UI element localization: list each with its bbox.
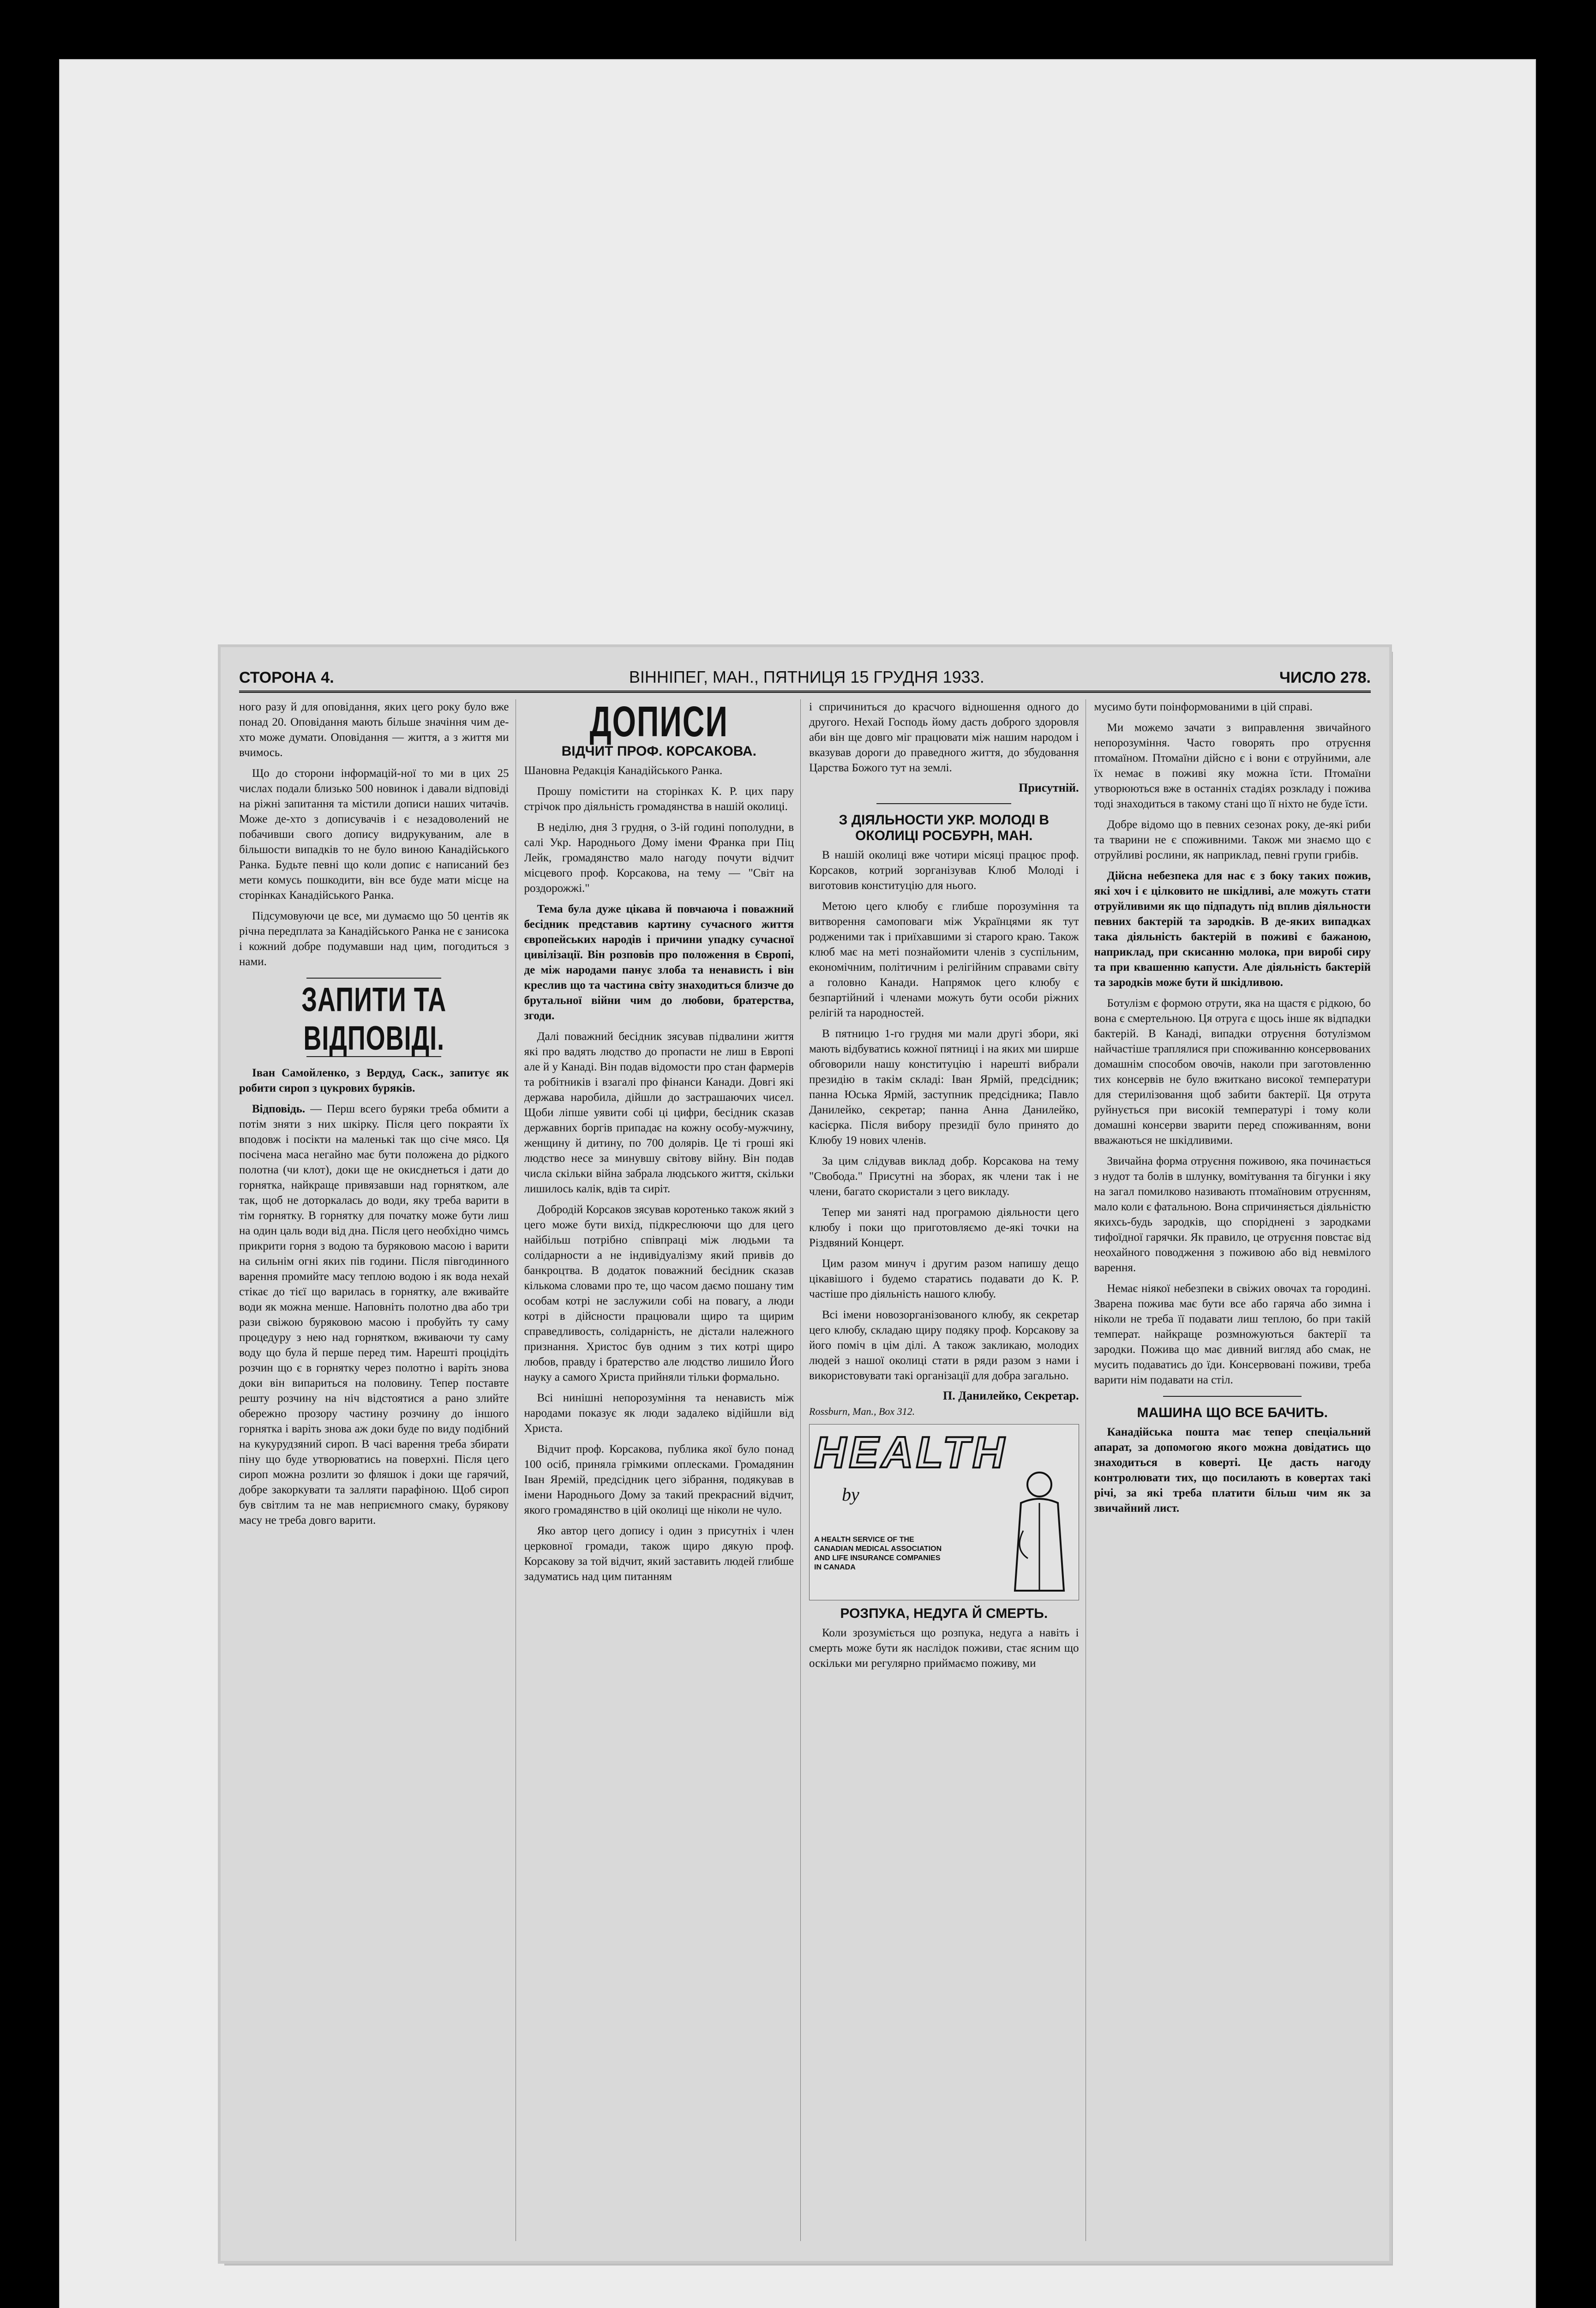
doctor-figure-icon	[1005, 1466, 1074, 1595]
column-3	[809, 699, 1086, 2241]
paragraph: В нашій околиці вже чотири місяці працює проф. Корсаков, котрий зорганізував Клюб Молоді і виготовив конституцію для нього.	[809, 849, 1079, 892]
paragraph: В пятницю 1-го грудня ми мали другі збори, які мають відбуватись кожної пятниці і на яких ми ширше обговорили нашу конституцію і нарешті вибрали президію в такім складі: Іван Ярмій, предсідник; панна Юська Ярмій, заступник предсідника; Павло Данилейко, секретар; панна Анна Данилейко, касієрка. Після вибору президії було принято до Клюбу 19 нових членів.	[809, 1028, 1079, 1147]
divider	[876, 803, 1011, 804]
paragraph: і спричиниться до красчого відношення одного до другого. Нехай Господь йому дасть доброго здоровля аби він ще довго міг працювати між нашим народом і вказував дороги до праведного життя, до збудовання Царства Божого тут на землі.	[809, 701, 1079, 774]
masthead	[239, 659, 1371, 693]
paragraph: Всі нинішні непорозуміння та ненависть між народами показує як люди задалеко відійшли від Христа.	[524, 1392, 794, 1435]
paragraph: В неділю, дня 3 грудня, о 3-ій годині пополудни, в салі Укр. Народнього Дому імени Франка при Піц Лейк, громадянство мало нагоду почути відчит місцевого проф. Корсакова, на тему — "Світ на роздорожжі."	[524, 821, 794, 895]
signature: Присутній.	[1019, 781, 1079, 794]
article-title-despair: РОЗПУКА, НЕДУГА Й СМЕРТЬ.	[840, 1606, 1048, 1621]
column-4	[1094, 699, 1371, 2241]
paragraph: Ботулізм є формою отрути, яка на щастя є рідкою, бо вона є смертельною. Ця отруга є щось інше як відпадки бактерій. В Канаді, випадки отруєння ботулізмом найчастіше траплялися при споживанню консервованих домашнім способом овочів, наколи при заготовленню тих консервів не було вжиткано високої температури для стерилізовання щоб забити бактерії. Ця отрута руйнується при високій температурі і тому коли домашні консерви зварити перед споживанням, вони вважаються не шкідливими.	[1094, 997, 1371, 1147]
question: Іван Самойленко, з Вердуд, Саск., запитує як робити сироп з цукрових буряків.	[239, 1067, 509, 1094]
signature: П. Данилейко, Секретар.	[943, 1389, 1079, 1402]
paragraph: Шановна Редакція Канадійського Ранка.	[524, 764, 723, 777]
answer	[239, 1101, 509, 1528]
paragraph: Що до сторони інформацій-ної то ми в цих 25 числах подали близько 500 новинок і давали відповіді на ріжні запитання та містили дописи наших читачів. Може де-хто з дописувачів і є незадоволений не побачивши свого допису видрукуваним, але в більшости випадків то не було виною Канадійського Ранка. Будьте певні що коли допис є написаний без мети комусь пошкодити, він все буде мати місце на сторінках Канадійського Ранка.	[239, 767, 509, 902]
divider	[1163, 1396, 1302, 1397]
health-logo-by: by	[842, 1484, 859, 1505]
address: Rossburn, Man., Box 312.	[809, 1406, 915, 1417]
article-title-youth: З ДІЯЛЬНОСТИ УКР. МОЛОДІ В ОКОЛИЦІ РОСБУРН, МАН.	[839, 812, 1050, 843]
paragraph: Яко автор цего допису і один з присутніх і член церковної громади, також щиро дякую проф. Корсакову за той відчит, який заставить людей глибше задуматись над цим питанням	[524, 1525, 794, 1583]
paragraph: мусимо бути поінформованими в цій справі.	[1094, 701, 1313, 713]
paragraph: ного разу й для оповідання, яких цего року було вже понад 20. Оповідання мають більше значіння чим де-хто може думати. Оповідання — життя, а з життя ми вчимось.	[239, 701, 509, 759]
health-logo-word: HEALTH	[814, 1428, 1008, 1477]
paragraph: Тепер ми занятi над програмою діяльности цего клюбу і поки що приготовляємо де-які точки на Різдвяний Концерт.	[809, 1206, 1079, 1249]
columns	[239, 699, 1371, 2241]
paragraph: Далі поважний бесідник зясував підвалини життя які про вадять людство до пропасти не лиш в Европі але й у Канаді. Він подав відомости про стан фармерів та робітників і взагалі про фінанси Канади. Довгі які держава наробила, дійшли до застрашаючих чисел. Щоби ліпше уявити собі ці цифри, бесідник сказав державних боргів припадає на кожну особу-мужчину, женщину й дитину, по 700 долярів. Це ті гроші які людство несе за минувшу світову війну. Він подав числа скільки війна забрала людського життя, скільки лишилось калік, вдів та сиріт.	[524, 1030, 794, 1195]
paragraph: Відчит проф. Корсакова, публика якої було понад 100 осіб, приняла грімкими оплесками. Громадянин Іван Яремій, предсідник цего зібрання, подякував в імени Народнього Дому за такий прекрасний відчит, якого громадянство в цій околиці ще ніколи не чуло.	[524, 1443, 794, 1516]
section-heading-queries: ЗАПИТИ ТА ВІДПОВІДІ.	[301, 981, 447, 1058]
page-number: СТОРОНА 4.	[239, 669, 334, 686]
paragraph: Всі імени новозорганізованого клюбу, як секретар цего клюбу, складаю щиру подяку проф. Корсакову за його поміч в цім ділі. А також закликаю, молодих людей з нашої околиці стати в ряди разом з нами і використовувати такі організації для добра загально.	[809, 1309, 1079, 1382]
answer-text: — Перш всего буряки треба обмити а потім зняти з них шкірку. Після цего покраяти їх вподовж і посікти на маленькі так що січе мясо. Ця посічена маса негайно має бути положена до рідкого полотна (чи клот), доки ще не окисднеться і дати до горнятка, найкраще привязавши над горнятком, але так, щоб не доторкалась до води, яку треба варити в тім горнятку. В горнятку для початку може бути лиш на один цаль води від дна. Після цего необхідно чимсь прикрити горня з водою та буряковою масою і варити на сильнім огні яких пів години. Після півгодинного варення промийте масу теплою водою і як вода нехай стікає до тієї що варилась в горнятку, але вживайте води як можна менше. Наповніть полотно два або три рази свіжою буряковою масою і пробуйть ту саму процедуру з нею над горнятком, вживаючи ту саму воду що була й перше перед тим. Нарешті процідіть розчин що є в горнятку через полотно і варіть знова доки він випариться на половину. Тепер поставте решту розчину на ніч відстоятися а рано злийте обережно прозору частину розчину до іншого горнятка і варіть знова аж доки буде по виду подібний на кукурудзяний сироп. В часі варення треба збирати піну що буде утворюватись на поверхні. Після цего сироп можна розлити зо фляшок і доки ще гарячий, добре закоркувати та залляти парафіною. Щоб сироп був світлим та не мав неприємного смаку, бурякову масу не треба довго варити.	[239, 1103, 509, 1527]
dateline: ВІННІПЕГ, МАН., ПЯТНИЦЯ 15 ГРУДНЯ 1933.	[629, 667, 984, 686]
divider	[306, 978, 441, 979]
paragraph: Підсумовуючи це все, ми думаємо що 50 центів як річна передплата за Канадійського Ранка не є занисока і кожний добре подумавши над цим, погодиться з нами.	[239, 910, 509, 968]
health-logo	[809, 1424, 1079, 1600]
paragraph: Метою цего клюбу є глибше порозуміння та витворення самоповаги між Українцями як тут родженими так і приїхавшими зі старого краю. Також клюб має на меті познайомити членів з суспільним, економічним, політичним і релігійним справами світу а головно Канади. Напрямок цего клюбу є безпартійний і членами можуть бути особи ріжних релігій та народностей.	[809, 900, 1079, 1019]
paragraph: За цим слідував виклад добр. Корсакова на тему "Свобода." Присутні на зборах, як члени так і не члени, багато скористали з цего викладу.	[809, 1155, 1079, 1198]
paragraph: Ми можемо зачати з виправлення звичайного непорозуміння. Часто говорять про отруєння птомаїном. Птомаїни дійсно є і вони є отруйними, але їх немає в поживі яку можна їсти. Птомаїни утворюються вже в останніх стадіях розкладу і пожива тоді знаходиться в такому стані що її ніхто не буде їсти.	[1094, 721, 1371, 810]
answer-label: Відповідь.	[252, 1103, 306, 1115]
paragraph: Добродій Корсаков зясував коротенько також який з цего може бути вихід, підкреслюючи що для цего найбільш потрібно співпраці між людьми та солідарности а не індивідуалізму який привів до банкроцтва. В додаток поважний бесідник сказав кількома словами про те, що часом даємо пошану тим особам котрі не заслужили собі на повагу, а люди котрі в дійсности працювали щиро та щирим справедливость, солідарність, не дістали належного признання. Христос був одним з тих котрі щиро любов, правду і братерство але людство лишило Його науку а самого Христа прийняли тільки формально.	[524, 1203, 794, 1383]
section-heading-letters: ДОПИСИ	[589, 699, 728, 745]
paragraph: Тема була дуже цікава й повчаюча і поважний бесідник представив картину сучасного життя європейських народів і причини упадку сучасної цивілізації. Він розповів про положення в Європі, де між народами панує злоба та ненависть і він креслив що та частина світу знаходиться близче до брутальної війни чим до любови, братерства, згоди.	[524, 903, 794, 1022]
paragraph: Коли зрозуміється що розпука, недуга а навіть і смерть може бути як наслідок поживи, стає ясним що оскільки ми регулярно приймаємо поживу, ми	[809, 1627, 1079, 1670]
paragraph: Добре відомо що в певних сезонах року, де-які риби та тварини не є споживними. Також ми знаємо що є отруйливі рослини, як наприклад, певні групи грибів.	[1094, 818, 1371, 861]
paragraph: Цим разом минуч і другим разом напишу дещо цікавішого і будемо старатись подавати до К. Р. частіше про діяльність нашого клюбу.	[809, 1257, 1079, 1300]
paragraph: Канадійська пошта має тепер спеціальний апарат, за допомогою якого можна довідатись що знаходиться в коверті. Це дасть нагоду контролювати тих, що посилають в ковертах такі річі, за які треба платити більш чим як за звичайний лист.	[1094, 1426, 1371, 1515]
issue-number: ЧИСЛО 278.	[1279, 669, 1371, 686]
paragraph: Дійсна небезпека для нас є з боку таких пожив, які хоч і є цілковито не шкідливі, але можуть стати отруйливими як що підпадуть під вплив діяльности певних бактерій та зародків. В де-яких випадках така діяльність бактерій в поживі є бажаною, наприклад, при скисанню молока, при виробі сиру та при квашенню капусти. Але діяльність бактерій та зародків може бути й шкідливою.	[1094, 870, 1371, 989]
column-1	[239, 699, 516, 2241]
health-logo-caption: A HEALTH SERVICE OF THE CANADIAN MEDICAL ASSOCIATION AND LIFE INSURANCE COMPANIES IN CANADA	[814, 1536, 942, 1571]
paragraph: Немає ніякої небезпеки в свіжих овочах та городині. Зварена пожива має бути все або гаряча або зимна і ніколи не треба її подавати лиш теплою, бо при такій температ. найкраще розмножуються бактерії та зародки. Пожива що має дивний вигляд або смак, не мусить подаватись до їди. Консервовані поживи, треба варити нім подавати на стіл.	[1094, 1282, 1371, 1386]
article-title-machine: МАШИНА ЩО ВСЕ БАЧИТЬ.	[1137, 1405, 1328, 1420]
paragraph: Звичайна форма отруєння поживою, яка починається з нудот та болів в шлунку, вомітування та бігунки і яку на загал помилково називають птомаїновим отруєнням, мало коли є фатальною. Вона спричиняється діяльністю якихсь-будь зародків, що споріднені з зародками тифоїдної гарячки. Як правило, це отруєння повстає від неохайного поводження з поживою або від невмілого варення.	[1094, 1155, 1371, 1274]
paragraph: Прошу помістити на сторінках К. Р. цих пару стрічок про діяльність громадянства в нашій околиці.	[524, 785, 794, 813]
newspaper-page	[221, 647, 1389, 2261]
article-title-lecture: ВІДЧИТ ПРОФ. КОРСАКОВА.	[561, 744, 756, 759]
column-2	[524, 699, 801, 2241]
